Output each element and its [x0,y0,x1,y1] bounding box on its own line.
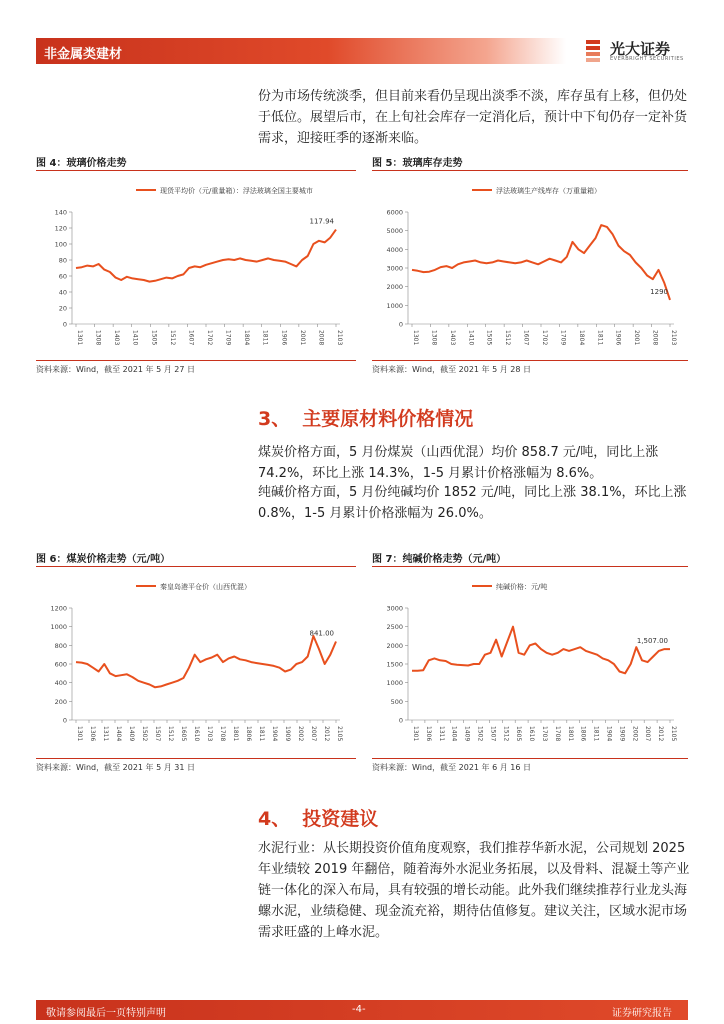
y-tick-label: 0 [398,320,403,329]
y-tick-label: 400 [54,679,67,688]
figure-7-title: 图 7：纯碱价格走势（元/吨） [372,554,507,565]
x-tick-label: 1708 [553,726,561,742]
section-4-number: 4、 [258,808,291,830]
y-tick-label: 120 [54,224,67,233]
coal-price-chart [36,570,354,756]
x-tick-label: 1507 [154,726,161,742]
x-tick-label: 1904 [605,726,613,742]
y-tick-label: 600 [54,660,67,669]
x-tick-label: 1811 [258,726,265,742]
x-tick-label: 1404 [450,726,458,742]
x-tick-label: 1301 [412,330,419,346]
x-tick-label: 1909 [618,726,626,742]
figure-5-bottom-rule [372,360,688,361]
series-line [76,636,336,687]
x-tick-label: 2007 [310,726,317,742]
x-tick-label: 1404 [115,726,122,742]
x-tick-label: 1906 [614,330,622,346]
x-tick-label: 2012 [657,726,665,742]
figure-5-rule [372,170,688,171]
chart-svg [36,174,354,360]
x-tick-label: 1403 [113,330,121,346]
section-4-heading [258,804,378,831]
figure-6-bottom-rule [36,758,356,759]
x-tick-label: 1702 [206,330,213,346]
page-number: -4- [352,1004,366,1015]
y-tick-label: 140 [54,208,67,217]
x-tick-label: 1409 [463,726,471,742]
figure-4-title: 图 4：玻璃价格走势 [36,158,127,169]
y-tick-label: 80 [58,256,67,265]
x-tick-label: 1409 [128,726,135,742]
y-tick-label: 1000 [386,679,403,688]
x-tick-label: 1605 [515,726,523,742]
x-tick-label: 1610 [528,726,536,742]
figure-4-source: 资料来源：Wind，截至 2021 年 5 月 27 日 [36,365,195,374]
data-label-latest: 841.00 [309,629,334,638]
y-tick-label: 4000 [386,245,403,254]
figure-7-bottom-rule [372,758,688,759]
y-tick-label: 2000 [386,283,403,292]
x-tick-label: 1301 [76,330,83,346]
x-tick-label: 1806 [245,726,252,742]
x-tick-label: 1502 [141,726,148,742]
y-tick-label: 2500 [386,623,403,632]
x-tick-label: 1702 [541,330,548,346]
glass-inventory-chart [372,174,688,360]
y-tick-label: 800 [54,641,67,650]
x-tick-label: 1512 [168,330,176,346]
x-tick-label: 2001 [633,330,641,346]
x-tick-label: 1801 [566,726,574,742]
x-tick-label: 2012 [323,726,330,742]
y-tick-label: 2000 [386,641,403,650]
x-tick-label: 1811 [261,330,269,346]
x-tick-label: 1610 [193,726,200,742]
y-tick-label: 6000 [386,208,403,217]
x-tick-label: 1512 [504,330,512,346]
x-tick-label: 1906 [280,330,288,346]
figure-6-title: 图 6：煤炭价格走势（元/吨） [36,554,171,565]
legend-label: 浮法玻璃生产线库存（万重量箱） [496,187,601,195]
x-tick-label: 1507 [489,726,497,742]
x-tick-label: 1311 [102,726,109,742]
data-label-latest: 1,507.00 [636,637,668,646]
x-tick-label: 1306 [89,726,96,742]
header-section-title: 非金属类建材 [44,47,123,62]
x-tick-label: 1308 [430,330,438,346]
y-tick-label: 60 [58,272,67,281]
y-tick-label: 3000 [386,264,403,273]
x-tick-label: 2103 [336,330,343,346]
x-tick-label: 1605 [180,726,187,742]
glass-price-chart [36,174,354,360]
x-tick-label: 1505 [150,330,158,346]
x-tick-label: 2002 [297,726,304,742]
x-tick-label: 1512 [502,726,510,742]
y-tick-label: 3000 [386,604,403,613]
x-tick-label: 1806 [579,726,587,742]
x-tick-label: 1512 [167,726,174,742]
x-tick-label: 2008 [651,330,659,346]
x-tick-label: 1703 [206,726,213,742]
x-tick-label: 1801 [232,726,239,742]
intro-paragraph: 份为市场传统淡季，但目前来看仍呈现出淡季不淡，库存虽有上移，但仍处于低位。展望后市，在上旬社会库存一定消化后，预计中下旬仍存一定补货需求，迎接旺季的逐渐来临。 [258,89,688,146]
x-tick-label: 2105 [670,726,677,742]
soda-paragraph: 纯碱价格方面，5 月份纯碱均价 1852 元/吨，同比上涨 38.1%，环比上涨 0.8%，1-5 月累计价格涨幅为 26.0%。 [258,485,687,521]
x-tick-label: 1607 [522,330,530,346]
legend-label: 纯碱价格：元/吨 [496,583,548,591]
figure-6-rule [36,566,356,567]
y-tick-label: 500 [390,697,403,706]
x-tick-label: 1410 [467,330,475,346]
x-tick-label: 1709 [559,330,567,346]
y-tick-label: 200 [54,697,67,706]
footer-disclaimer-link[interactable]: 敬请参阅最后一页特别声明 [46,1008,166,1019]
y-tick-label: 1500 [386,660,403,669]
x-tick-label: 1904 [271,726,278,742]
x-tick-label: 2105 [336,726,343,742]
x-tick-label: 1502 [476,726,484,742]
x-tick-label: 2007 [644,726,652,742]
x-tick-label: 2001 [298,330,306,346]
brand-name: 光大证券 [610,40,671,58]
chart-svg [36,570,354,756]
x-tick-label: 1708 [219,726,226,742]
footer-report-type: 证券研究报告 [612,1008,672,1019]
x-tick-label: 2103 [670,330,677,346]
y-tick-label: 5000 [386,227,403,236]
figure-5-title: 图 5：玻璃库存走势 [372,158,463,169]
y-tick-label: 1200 [50,604,67,613]
x-tick-label: 1703 [541,726,548,742]
section-3-title: 主要原材料价格情况 [302,408,474,430]
chart-svg [372,570,688,756]
x-tick-label: 1804 [577,330,585,346]
figure-7-source: 资料来源：Wind，截至 2021 年 6 月 16 日 [372,763,531,772]
x-tick-label: 1311 [437,726,445,742]
x-tick-label: 2002 [631,726,639,742]
series-line [412,627,670,674]
y-tick-label: 1000 [50,623,67,632]
x-tick-label: 1403 [448,330,456,346]
x-tick-label: 1306 [424,726,432,742]
x-tick-label: 1811 [592,726,600,742]
x-tick-label: 1410 [131,330,139,346]
y-tick-label: 100 [54,240,67,249]
figure-6-source: 资料来源：Wind，截至 2021 年 5 月 31 日 [36,763,195,772]
x-tick-label: 1909 [284,726,291,742]
soda-ash-price-chart [372,570,688,756]
x-tick-label: 1308 [94,330,102,346]
chart-svg [372,174,688,360]
y-tick-label: 0 [398,716,403,725]
x-tick-label: 1709 [224,330,232,346]
series-line [76,230,336,282]
brand-name-en: EVERBRIGHT SECURITIES [610,56,684,62]
investment-paragraph: 水泥行业：从长期投资价值角度观察，我们推荐华新水泥，公司规划 2025 年业绩较 2019 年翻倍，随着海外水泥业务拓展，以及骨料、混凝土等产业链一体化的深入布局，具有较强的增长动能。此外我们继续推荐行业龙头海螺水泥，业绩稳健、现金流充裕，期待估值修复。建议关注，区域水泥市场需求旺盛的上峰水泥。 [258,841,690,940]
x-tick-label: 2008 [317,330,325,346]
figure-5-source: 资料来源：Wind，截至 2021 年 5 月 28 日 [372,365,531,374]
x-tick-label: 1811 [596,330,604,346]
x-tick-label: 1607 [187,330,195,346]
legend-label: 现货平均价（元/重量箱）：浮法玻璃全国主要城市 [160,187,313,195]
series-line [412,225,670,300]
x-tick-label: 1505 [485,330,493,346]
section-4-title: 投资建议 [302,808,379,830]
x-tick-label: 1804 [243,330,251,346]
y-tick-label: 20 [58,304,67,313]
figure-4-rule [36,170,356,171]
figure-4-bottom-rule [36,360,356,361]
coal-paragraph: 煤炭价格方面，5 月份煤炭（山西优混）均价 858.7 元/吨，同比上涨 74.2%，环比上涨 14.3%，1-5 月累计价格涨幅为 8.6%。 [258,445,659,481]
y-tick-label: 1000 [386,301,403,310]
figure-7-rule [372,566,688,567]
data-label-latest: 117.94 [309,217,334,226]
data-label-latest: 1290 [650,287,668,296]
section-3-number: 3、 [258,408,291,430]
y-tick-label: 0 [62,320,67,329]
y-tick-label: 40 [58,288,67,297]
x-tick-label: 1301 [76,726,83,742]
legend-label: 秦皇岛港平仓价（山西优混） [160,583,251,591]
y-tick-label: 0 [62,716,67,725]
x-tick-label: 1301 [412,726,419,742]
section-3-heading [258,404,473,431]
